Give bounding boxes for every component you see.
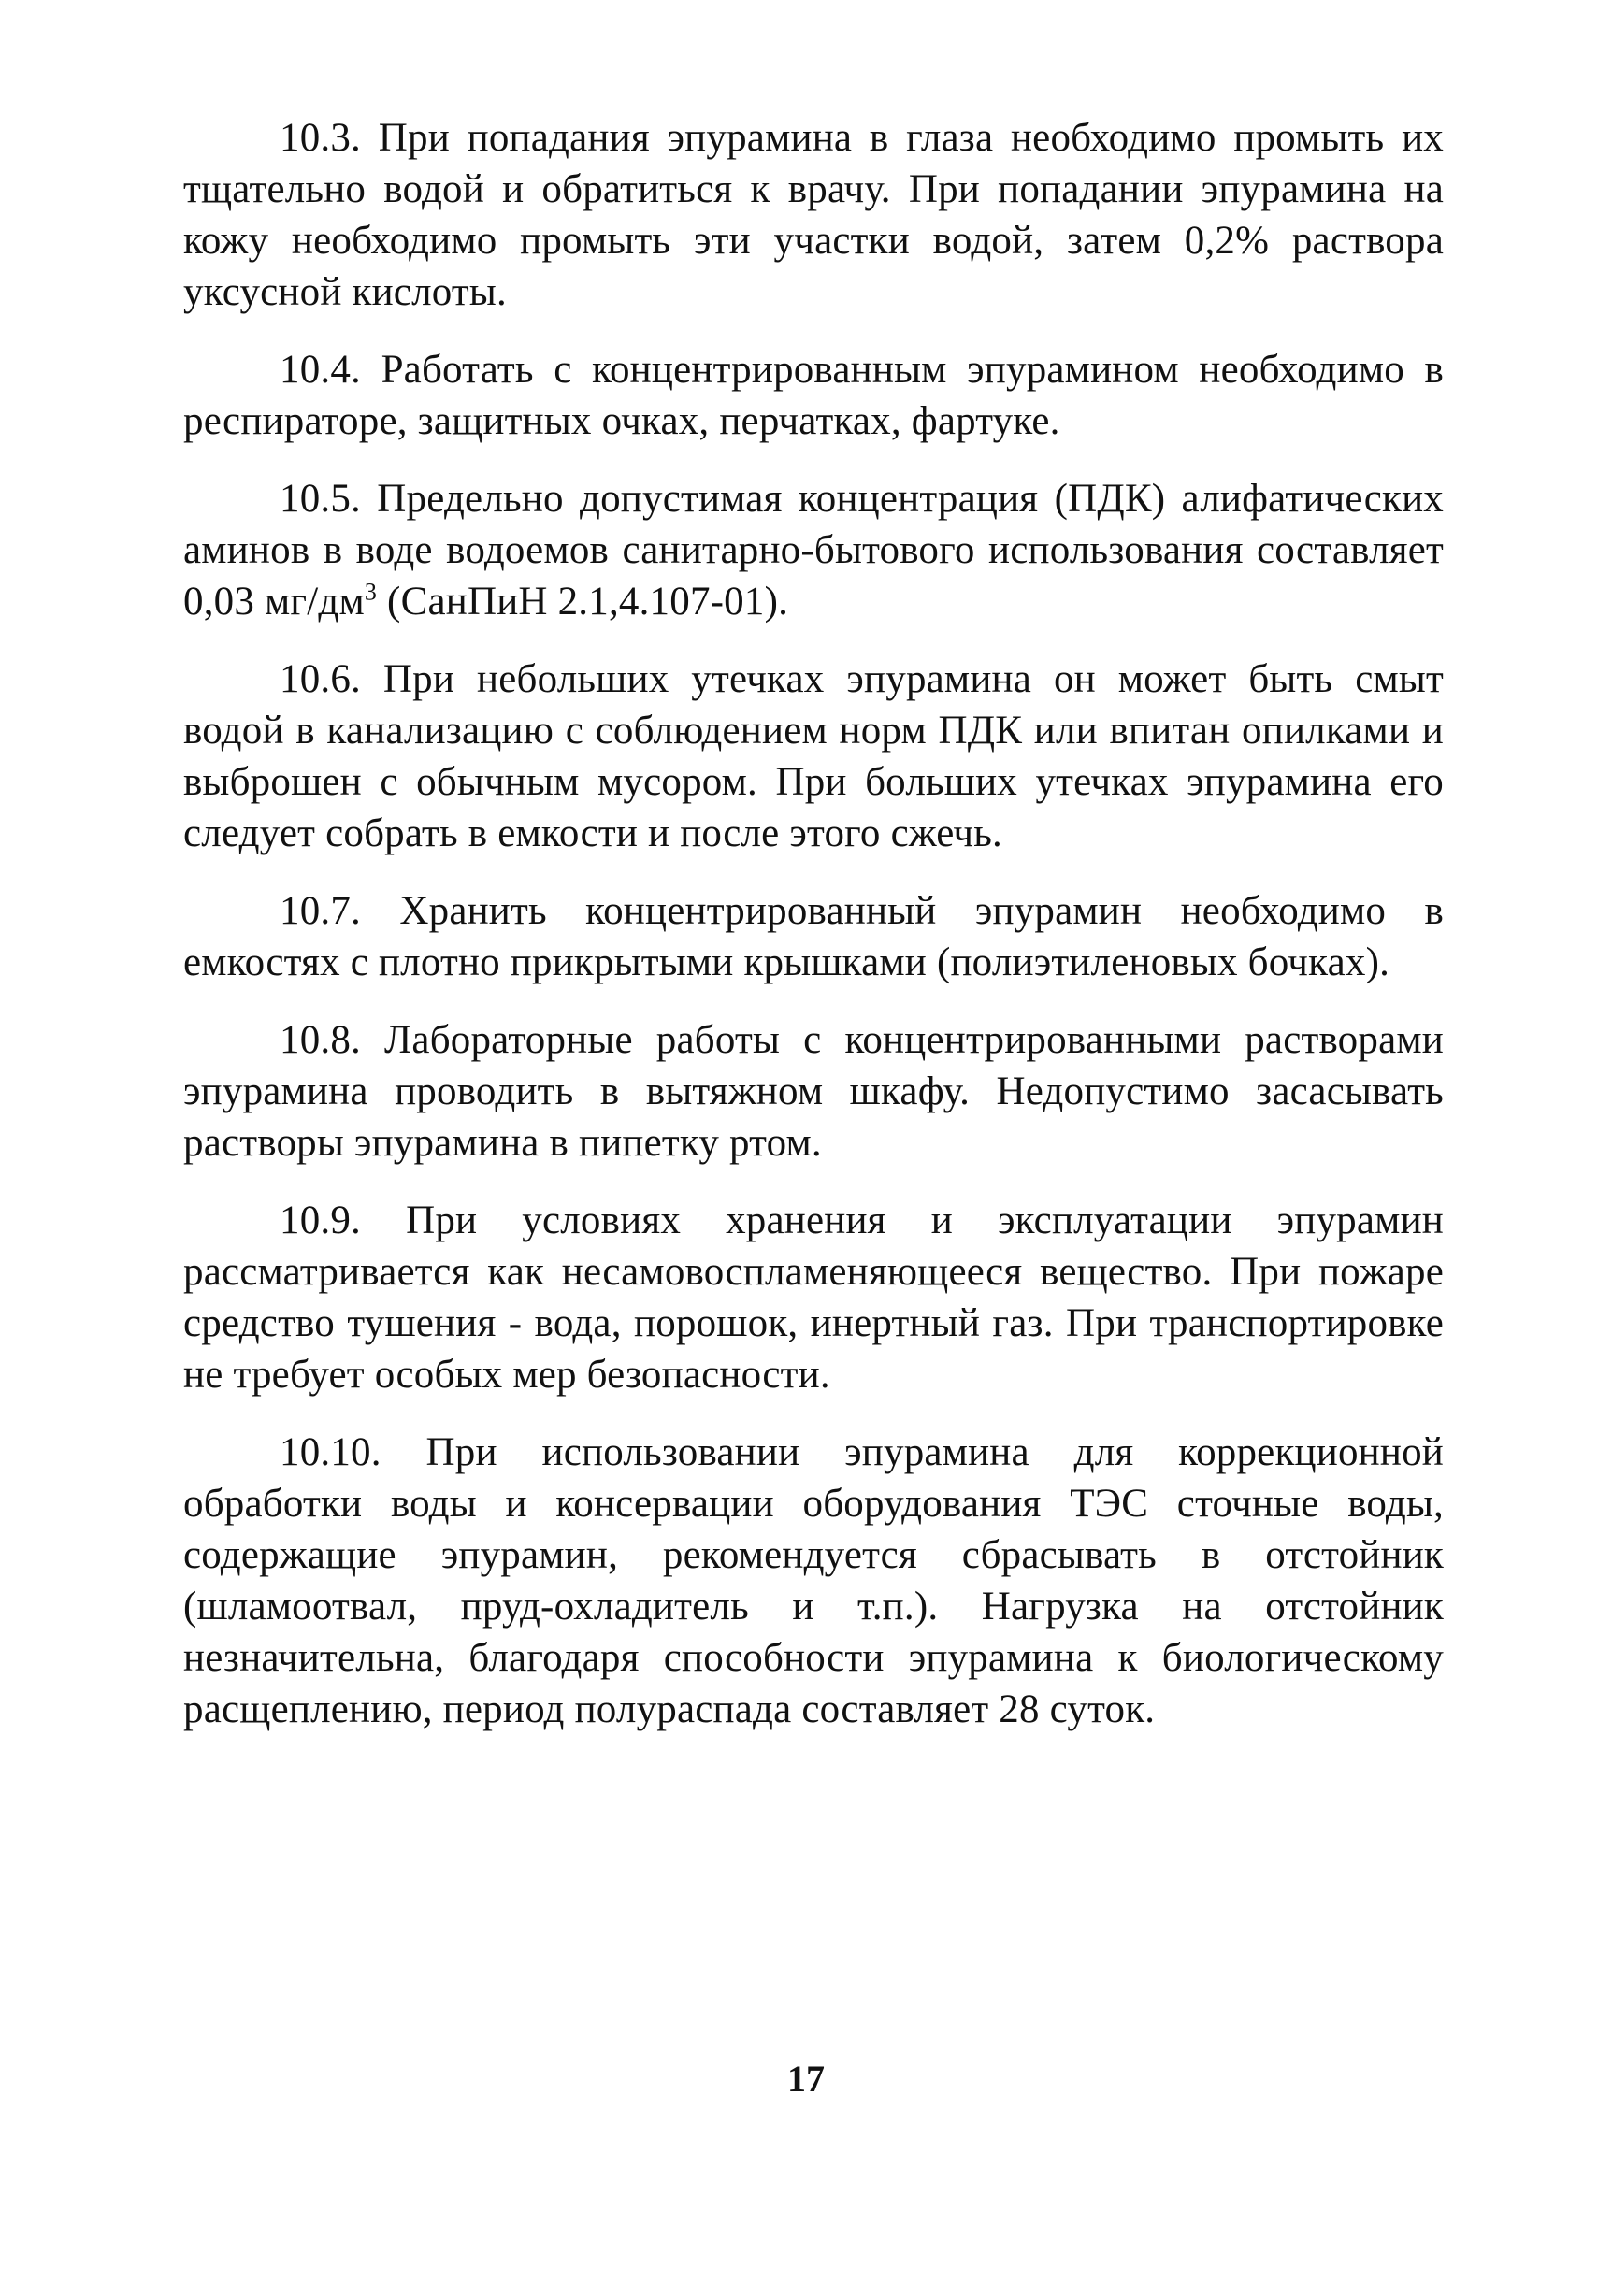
paragraph-text: При использовании эпурамина для коррекционной обработки воды и консервации оборудования ТЭС сточные воды, содержащие эпурамин, рекомендуется сбрасывать в отстойник (шламоотвал, пруд-охладитель и т.п.). Нагрузка на отстойник незначительна, благодаря способности эпурамина к биологическому расщеплению, период полураспада составляет 28 суток. — [183, 1430, 1445, 1731]
paragraph-number: 10.8. — [280, 1018, 361, 1062]
paragraph-number: 10.10. — [280, 1430, 381, 1474]
paragraph-number: 10.6. — [280, 657, 361, 701]
superscript: 3 — [364, 578, 378, 606]
paragraph-text: Лабораторные работы с концентрированными растворами эпурамина проводить в вытяжном шкафу. Недопустимо засасывать растворы эпурамина в пипетку ртом. — [183, 1018, 1444, 1165]
page-number: 17 — [787, 2058, 825, 2100]
paragraph-text: При небольших утечках эпурамина он может быть смыт водой в канализацию с соблюдением норм ПДК или впитан опилками и выброшен с обычным мусором. При больших утечках эпурамина его следует собрать в емкости и после этого сжечь. — [183, 657, 1444, 855]
paragraph-number: 10.3. — [280, 116, 361, 160]
paragraph-number: 10.7. — [280, 889, 361, 933]
paragraph-number: 10.4. — [280, 348, 361, 392]
paragraph-text: Хранить концентрированный эпурамин необходимо в емкостях с плотно прикрытыми крышками (полиэтиленовых бочках). — [183, 889, 1444, 984]
paragraph-number: 10.5. — [280, 477, 361, 521]
paragraph-10-6 — [183, 653, 1444, 859]
paragraph-number: 10.9. — [280, 1198, 361, 1242]
paragraph-10-10 — [183, 1427, 1444, 1735]
paragraph-text: При условиях хранения и эксплуатации эпурамин рассматривается как несамовоспламеняющееся вещество. При пожаре средство тушения - вода, порошок, инертный газ. При транспортировке не требует особых мер безопасности. — [183, 1198, 1444, 1397]
paragraph-text-end: (СанПиН 2.1,4.107-01). — [377, 580, 789, 624]
paragraph-10-4 — [183, 344, 1444, 447]
paragraph-10-8 — [183, 1014, 1444, 1169]
paragraph-10-9 — [183, 1195, 1444, 1400]
paragraph-text: При попадания эпурамина в глаза необходимо промыть их тщательно водой и обратиться к врачу. При попадании эпурамина на кожу необходимо промыть эти участки водой, затем 0,2% раствора уксусной кислоты. — [183, 116, 1444, 314]
paragraph-text: Работать с концентрированным эпурамином необходимо в респираторе, защитных очках, перчатках, фартуке. — [183, 348, 1444, 443]
paragraph-10-5 — [183, 473, 1444, 627]
page-content — [183, 112, 1444, 1761]
paragraph-10-7 — [183, 885, 1444, 988]
paragraph-10-3 — [183, 112, 1444, 318]
paragraph-text: Предельно допустимая концентрация (ПДК) алифатических аминов в воде водоемов санитарно-бытового использования составляет 0,03 мг/дм — [183, 477, 1444, 624]
